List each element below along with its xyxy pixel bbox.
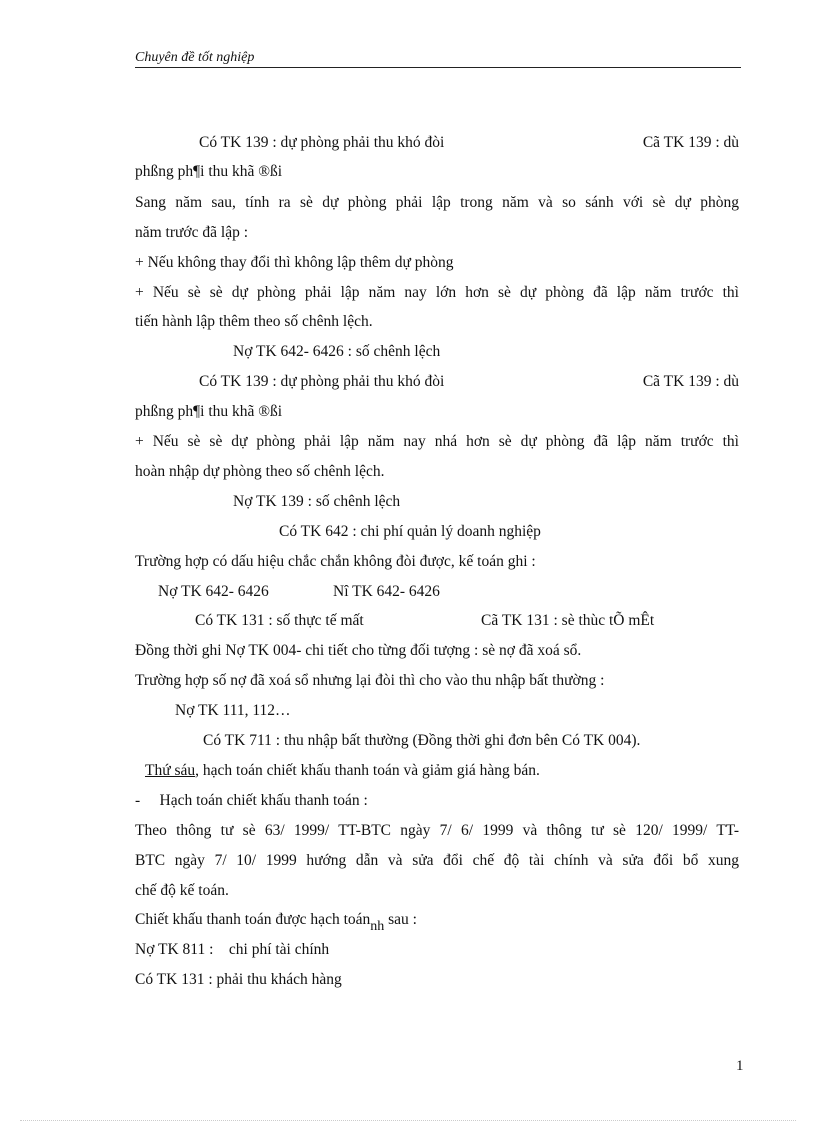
paragraph-line: Theo thông tư sè 63/ 1999/ TT-BTC ngày 7/ 6/ 1999 và thông tư sè 120/ 1999/ TT- (135, 822, 739, 839)
page-number: 1 (736, 1058, 744, 1074)
entry-credit-139-legacy: Cã TK 139 : dù (642, 134, 739, 151)
bullet-line: + Nếu sè sè dự phòng phải lập năm nay nhá hơn sè dự phòng đã lập năm trước thì (135, 433, 739, 450)
paragraph-line: Trường hợp có dấu hiệu chắc chắn không đòi được, kế toán ghi : (135, 553, 536, 570)
line-text-end: sau : (384, 911, 417, 928)
section-heading-line (145, 762, 540, 780)
entry-credit-139: Có TK 139 : dự phòng phải thu khó đòi (199, 373, 445, 390)
paragraph-line: năm trước đã lập : (135, 224, 249, 241)
paragraph-line: chế độ kế toán. (135, 882, 229, 899)
line-text: Chiết khấu thanh toán được hạch toán (135, 911, 371, 928)
page-header-title: Chuyên đề tốt nghiệp (135, 50, 255, 65)
entry-credit-139: Có TK 139 : dự phòng phải thu khó đòi (199, 134, 445, 151)
section-label: Thứ sáu (145, 762, 196, 779)
bullet-line: + Nếu sè sè dự phòng phải lập năm nay lớn hơn sè dự phòng đã lập năm trước thì (135, 284, 739, 301)
paragraph-line: hoàn nhập dự phòng theo số chênh lệch. (135, 463, 385, 480)
entry-credit-131: Có TK 131 : phải thu khách hàng (135, 971, 342, 988)
entry-credit-139-legacy: Cã TK 139 : dù (642, 373, 739, 390)
paragraph-line: tiến hành lập thêm theo số chênh lệch. (135, 313, 373, 330)
entry-credit-711: Có TK 711 : thu nhập bất thường (Đồng thời ghi đơn bên Có TK 004). (203, 732, 641, 749)
paragraph-line: Trường hợp số nợ đã xoá sổ nhưng lại đòi thì cho vào thu nhập bất thường : (135, 672, 605, 689)
dash-item-line: - Hạch toán chiết khấu thanh toán : (135, 792, 368, 809)
entry-debit-139: Nợ TK 139 : số chênh lệch (233, 493, 401, 510)
bullet-line: + Nếu không thay đổi thì không lập thêm dự phòng (135, 254, 454, 271)
paragraph-line: BTC ngày 7/ 10/ 1999 hướng dẫn và sửa đổi chế độ tài chính và sửa đổi bổ xung (135, 852, 739, 869)
paragraph-line: Sang năm sau, tính ra sè dự phòng phải lập trong năm và so sánh với sè dự phòng (135, 194, 739, 211)
header-rule (135, 67, 741, 68)
entry-debit-642-6426: Nợ TK 642- 6426 (158, 583, 269, 600)
entry-credit-642: Có TK 642 : chi phí quản lý doanh nghiệp (279, 523, 541, 540)
paragraph-line (135, 911, 417, 934)
entry-debit-811: Nợ TK 811 : chi phí tài chính (135, 941, 330, 958)
entry-debit-642-6426-legacy: Nî TK 642- 6426 (333, 583, 440, 600)
entry-credit-131-legacy: Cã TK 131 : sè thùc tÕ mÊt (481, 612, 655, 629)
legacy-text-line: phßng ph¶i thu khã ®ßi (135, 163, 283, 180)
section-heading-text: , hạch toán chiết khấu thanh toán và giảm giá hàng bán. (195, 762, 540, 779)
paragraph-line: Đồng thời ghi Nợ TK 004- chi tiết cho từng đối tượng : sè nợ đã xoá sổ. (135, 642, 582, 659)
entry-debit-642: Nợ TK 642- 6426 : số chênh lệch (233, 343, 441, 360)
line-subscript: nh (370, 919, 385, 934)
entry-debit-111-112: Nợ TK 111, 112… (175, 702, 291, 719)
legacy-text-line: phßng ph¶i thu khã ®ßi (135, 403, 283, 420)
page-bottom-edge (20, 1120, 796, 1121)
entry-credit-131: Có TK 131 : số thực tế mất (195, 612, 364, 629)
